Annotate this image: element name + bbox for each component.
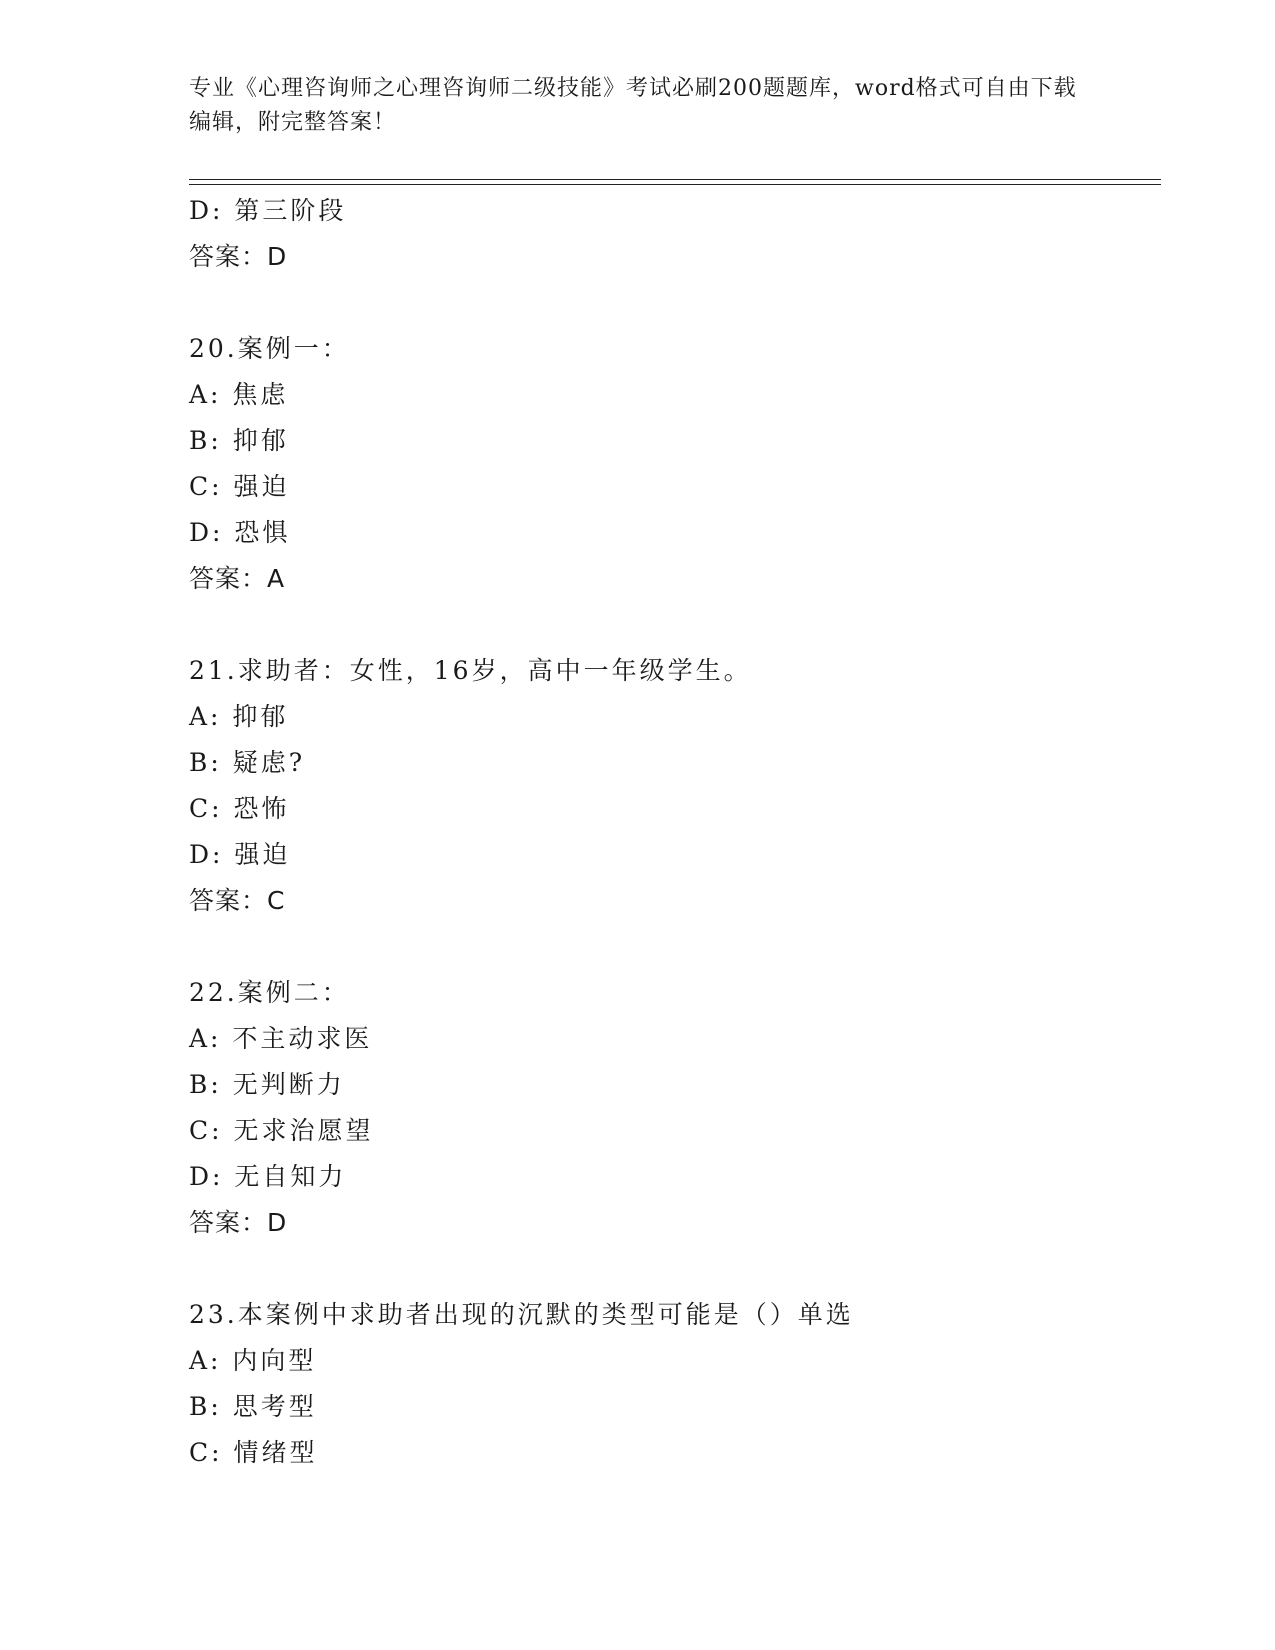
question-21 [189, 648, 1161, 924]
option-a: A: 不主动求医 [189, 1024, 373, 1053]
option-a: A: 内向型 [189, 1346, 317, 1375]
option-c: C: 强迫 [189, 472, 290, 501]
option-b: B: 疑虑? [189, 748, 306, 777]
spacer [189, 1246, 1161, 1292]
question-stem: 21.求助者：女性，16岁，高中一年级学生。 [189, 656, 752, 685]
option-b: B: 思考型 [189, 1392, 317, 1421]
question-stem: 23.本案例中求助者出现的沉默的类型可能是（）单选 [189, 1300, 854, 1329]
spacer [189, 924, 1161, 970]
header-divider-top [189, 179, 1161, 180]
answer-line: 答案：C [189, 886, 286, 915]
answer-line: 答案：A [189, 564, 286, 593]
spacer [189, 602, 1161, 648]
question-22 [189, 970, 1161, 1246]
header-divider-bottom [189, 184, 1161, 185]
question-20 [189, 326, 1161, 602]
option-d: D: 强迫 [189, 840, 291, 869]
option-a: A: 抑郁 [189, 702, 289, 731]
answer-line: 答案：D [189, 242, 288, 271]
spacer [189, 280, 1161, 326]
question-list [189, 188, 1161, 1476]
option-b: B: 抑郁 [189, 426, 289, 455]
question-23 [189, 1292, 1161, 1476]
question-stem: 20.案例一： [189, 334, 350, 363]
option-c: C: 无求治愿望 [189, 1116, 374, 1145]
document-header: 专业《心理咨询师之心理咨询师二级技能》考试必刷200题题库，word格式可自由下载编辑，附完整答案！ [189, 76, 1077, 135]
option-c: C: 恐怖 [189, 794, 290, 823]
option-a: A: 焦虑 [189, 380, 289, 409]
option-d: D: 恐惧 [189, 518, 291, 547]
question-stem: 22.案例二： [189, 978, 350, 1007]
answer-line: 答案：D [189, 1208, 288, 1237]
option-d: D: 无自知力 [189, 1162, 347, 1191]
option-c: C: 情绪型 [189, 1438, 318, 1467]
option-d: D: 第三阶段 [189, 196, 347, 225]
option-b: B: 无判断力 [189, 1070, 345, 1099]
